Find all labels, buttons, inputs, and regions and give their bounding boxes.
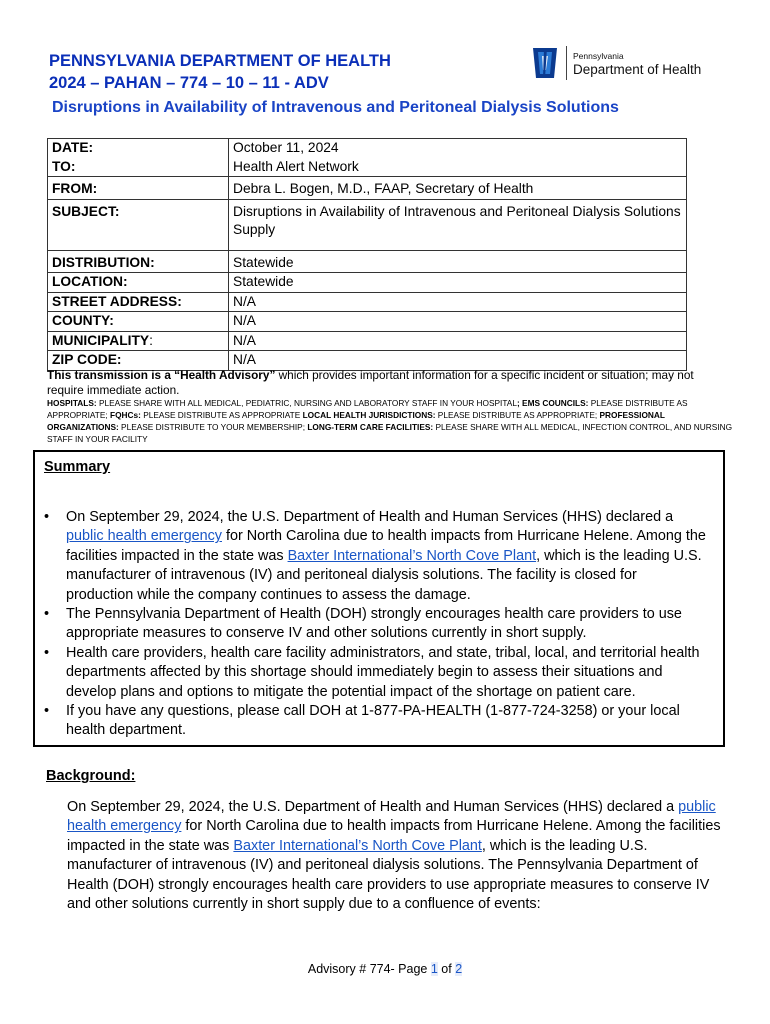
transmission-type: This transmission is a “Health Advisory” [47, 368, 276, 382]
info-row-street [48, 292, 687, 312]
location-value: Statewide [229, 273, 687, 293]
keystone-logo-icon [530, 46, 560, 80]
location-label: LOCATION: [48, 273, 229, 293]
from-label: FROM: [48, 177, 229, 200]
info-row-county [48, 312, 687, 332]
background-baxter-link[interactable]: Baxter International’s North Cove Plant [233, 837, 482, 854]
logo-state: Pennsylvania [573, 51, 624, 61]
date-value: October 11, 2024 [233, 140, 339, 155]
summary-bullet-3: • Health care providers, health care facility administrators, and state, tribal, local, and territorial health departments affected by this shortage should immediately begin to assess their situations and develop plans and options to mitigate the potential impact of the shortage on patient care. [35, 644, 707, 702]
summary-bullet-2: • The Pennsylvania Department of Health (DOH) strongly encourages health care providers to use appropriate measures to conserve IV and other solutions currently in short supply. [35, 605, 707, 644]
info-row-top [48, 139, 687, 177]
document-header [49, 50, 391, 94]
current-page: 1 [430, 962, 438, 976]
public-health-emergency-link[interactable]: public health emergency [66, 528, 222, 545]
total-pages: 2 [455, 962, 463, 976]
fqhc-label: FQHCs: [110, 410, 141, 420]
transmission-note [47, 368, 727, 398]
advisory-info-table [47, 138, 687, 371]
summary-bullet-4: • If you have any questions, please call DOH at 1-877-PA-HEALTH (1-877-724-3258) or your local health department. [35, 702, 707, 741]
footer-of: of [437, 962, 456, 976]
distribution-label: DISTRIBUTION: [48, 250, 229, 273]
date-label: DATE: [52, 140, 94, 155]
municipality-label-cell [48, 331, 229, 351]
from-value: Debra L. Bogen, M.D., FAAP, Secretary of Health [229, 177, 687, 200]
ems-label: ; EMS COUNCILS: [516, 398, 589, 408]
county-label: COUNTY: [48, 312, 229, 332]
summary-b1-text-b: for North Carolina due to health impacts from Hurricane Helene. Among the facilities impacted in the state was [66, 528, 706, 564]
distribution-value: Statewide [229, 250, 687, 273]
summary-bullet-1 [35, 508, 707, 605]
professional-text: PLEASE DISTRIBUTE TO YOUR MEMBERSHIP; [118, 422, 308, 432]
baxter-north-cove-link[interactable]: Baxter International’s North Cove Plant [287, 547, 537, 564]
professional-label: PROFESSIONAL ORGANIZATIONS: [47, 410, 665, 432]
info-row-from [48, 177, 687, 200]
info-row-subject [48, 199, 687, 250]
municipality-colon: : [149, 332, 153, 348]
info-row-location [48, 273, 687, 293]
background-paragraph [67, 798, 722, 914]
logo-text [573, 49, 701, 77]
lhj-label: LOCAL HEALTH JURISDICTIONS: [302, 410, 436, 420]
ltc-text: PLEASE SHARE WITH ALL MEDICAL, INFECTION CONTROL, AND NURSING STAFF IN YOUR FACILITY [47, 422, 733, 444]
ems-text: PLEASE DISTRIBUTE AS APPROPRIATE; [47, 398, 688, 420]
distribution-instructions [47, 397, 737, 445]
to-label: TO: [52, 158, 76, 174]
summary-box [33, 450, 725, 747]
hospitals-text: PLEASE SHARE WITH ALL MEDICAL, PEDIATRIC, NURSING AND LABORATORY STAFF IN YOUR HOSPITAL [96, 398, 517, 408]
street-label: STREET ADDRESS: [48, 292, 229, 312]
subject-value: Disruptions in Availability of Intravenous and Peritoneal Dialysis Solutions Supply [229, 199, 687, 250]
summary-list [35, 508, 707, 741]
info-row-municipality [48, 331, 687, 351]
county-value: N/A [229, 312, 687, 332]
info-labels-top [48, 139, 229, 177]
background-text-c: , which is the leading U.S. manufacturer of intravenous (IV) and peritoneal dialysis solutions. The Pennsylvania Department of Health (DOH) strongly encourages health care providers to use appropriate measures to conserve IV and other solutions currently in short supply due to a confluence of events: [67, 837, 710, 913]
info-values-top [229, 139, 687, 177]
logo-department: Department of Health [573, 62, 702, 77]
fqhc-text: PLEASE DISTRIBUTE AS APPROPRIATE [140, 410, 303, 420]
ltc-label: LONG-TERM CARE FACILITIES: [307, 422, 434, 432]
zip-label: ZIP CODE: [48, 351, 229, 371]
transmission-description: which provides important information for a specific incident or situation; may not require immediate action. [47, 368, 694, 397]
advisory-number: 2024 – PAHAN – 774 – 10 – 11 - ADV [49, 74, 329, 92]
municipality-label: MUNICIPALITY [52, 332, 150, 348]
pa-doh-logo [530, 46, 701, 80]
background-public-health-emergency-link[interactable]: public health emergency [67, 799, 716, 835]
background-text-a: On September 29, 2024, the U.S. Department of Health and Human Services (HHS) declared a [67, 799, 679, 815]
footer-prefix: Advisory # 774- Page [307, 962, 431, 976]
summary-b1-text-c: , which is the leading U.S. manufacturer of intravenous (IV) and peritoneal dialysis solutions. The facility is closed for production while the company continues to assess the damage. [66, 547, 702, 603]
municipality-value: N/A [229, 331, 687, 351]
department-title: PENNSYLVANIA DEPARTMENT OF HEALTH [49, 52, 391, 70]
summary-heading: Summary [44, 459, 111, 475]
summary-b1-text-a: On September 29, 2024, the U.S. Department of Health and Human Services (HHS) declared a [66, 509, 674, 525]
info-row-distribution [48, 250, 687, 273]
lhj-text: PLEASE DISTRIBUTE AS APPROPRIATE; [435, 410, 600, 420]
to-value: Health Alert Network [233, 158, 359, 174]
logo-divider [566, 46, 567, 80]
zip-value: N/A [229, 351, 687, 371]
background-text-b: for North Carolina due to health impacts from Hurricane Helene. Among the facilities impacted in the state was [67, 818, 721, 854]
advisory-subtitle: Disruptions in Availability of Intravenous and Peritoneal Dialysis Solutions [52, 99, 619, 116]
hospitals-label: HOSPITALS: [47, 398, 97, 408]
page-footer [0, 962, 770, 976]
street-value: N/A [229, 292, 687, 312]
subject-label: SUBJECT: [48, 199, 229, 250]
background-heading: Background: [46, 768, 136, 784]
